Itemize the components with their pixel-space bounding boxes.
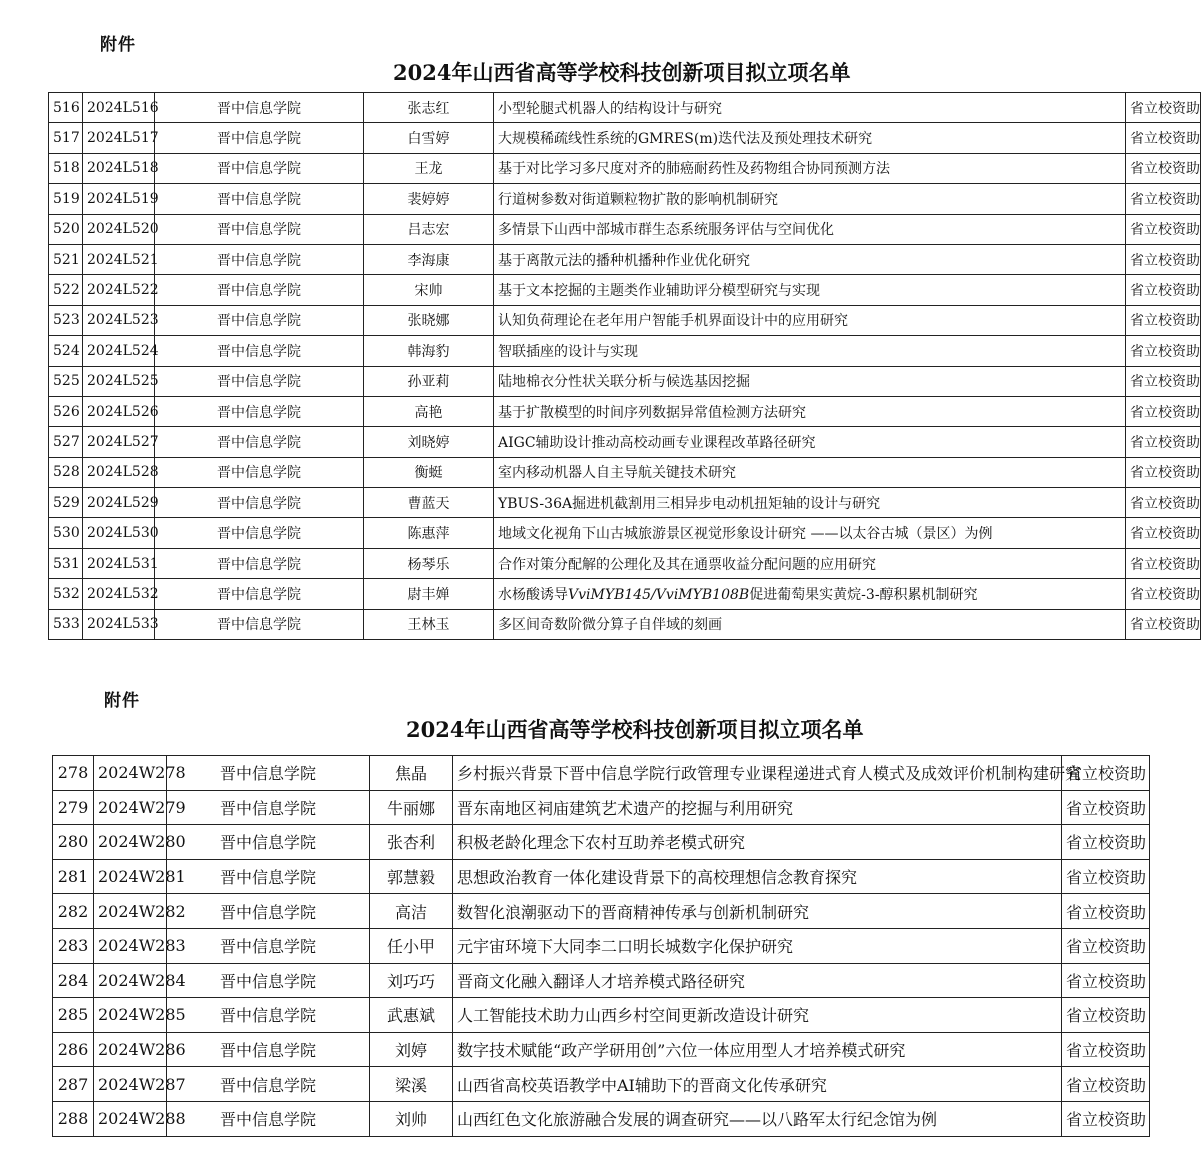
- project-leader: 白雪婷: [364, 123, 494, 153]
- project-title: 基于对比学习多尺度对齐的肺癌耐药性及药物组合协同预测方法: [494, 153, 1126, 183]
- project-code: 2024L526: [83, 396, 155, 426]
- table-row: [49, 214, 1201, 244]
- project-code: 2024L519: [83, 184, 155, 214]
- row-number: 281: [53, 859, 94, 894]
- school-name: 晋中信息学院: [167, 1101, 370, 1136]
- row-number: 522: [49, 275, 83, 305]
- project-leader: 张杏利: [370, 825, 453, 860]
- table-row: [53, 894, 1150, 929]
- table-row: [49, 609, 1201, 639]
- funding-type: 省立校资助: [1126, 184, 1201, 214]
- project-title: 行道树参数对街道颗粒物扩散的影响机制研究: [494, 184, 1126, 214]
- table-row: [53, 756, 1150, 791]
- funding-type: 省立校资助: [1062, 1067, 1150, 1102]
- project-leader: 牛丽娜: [370, 790, 453, 825]
- row-number: 521: [49, 244, 83, 274]
- school-name: 晋中信息学院: [155, 396, 364, 426]
- funding-type: 省立校资助: [1126, 93, 1201, 123]
- school-name: 晋中信息学院: [155, 548, 364, 578]
- school-name: 晋中信息学院: [155, 93, 364, 123]
- school-name: 晋中信息学院: [155, 275, 364, 305]
- project-code: 2024W285: [94, 998, 167, 1033]
- project-leader: 杨琴乐: [364, 548, 494, 578]
- list-title-2: 2024年山西省高等学校科技创新项目拟立项名单: [406, 717, 864, 742]
- project-title: 基于离散元法的播种机播种作业优化研究: [494, 244, 1126, 274]
- project-code: 2024L518: [83, 153, 155, 183]
- funding-type: 省立校资助: [1126, 153, 1201, 183]
- project-code: 2024L531: [83, 548, 155, 578]
- table-row: [53, 1101, 1150, 1136]
- funding-type: 省立校资助: [1126, 518, 1201, 548]
- project-title: 山西红色文化旅游融合发展的调查研究——以八路军太行纪念馆为例: [453, 1101, 1062, 1136]
- project-leader: 衡蜓: [364, 457, 494, 487]
- project-code: 2024W287: [94, 1067, 167, 1102]
- project-leader: 张晓娜: [364, 305, 494, 335]
- funding-type: 省立校资助: [1062, 1101, 1150, 1136]
- row-number: 525: [49, 366, 83, 396]
- row-number: 283: [53, 928, 94, 963]
- project-title: 基于文本挖掘的主题类作业辅助评分模型研究与实现: [494, 275, 1126, 305]
- project-leader: 刘晓婷: [364, 427, 494, 457]
- project-table-1: [48, 92, 1201, 640]
- project-leader: 梁溪: [370, 1067, 453, 1102]
- table-row: [49, 427, 1201, 457]
- project-title: 乡村振兴背景下晋中信息学院行政管理专业课程递进式育人模式及成效评价机制构建研究: [453, 756, 1062, 791]
- project-code: 2024W278: [94, 756, 167, 791]
- project-code: 2024W281: [94, 859, 167, 894]
- row-number: 526: [49, 396, 83, 426]
- row-number: 282: [53, 894, 94, 929]
- project-leader: 陈惠萍: [364, 518, 494, 548]
- table-row: [53, 998, 1150, 1033]
- funding-type: 省立校资助: [1126, 244, 1201, 274]
- table-row: [53, 859, 1150, 894]
- row-number: 278: [53, 756, 94, 791]
- row-number: 527: [49, 427, 83, 457]
- funding-type: 省立校资助: [1126, 336, 1201, 366]
- attachment-label-2: 附件: [104, 691, 140, 711]
- funding-type: 省立校资助: [1062, 928, 1150, 963]
- project-leader: 孙亚莉: [364, 366, 494, 396]
- table-row: [49, 518, 1201, 548]
- table-row: [49, 153, 1201, 183]
- school-name: 晋中信息学院: [155, 244, 364, 274]
- project-code: 2024L522: [83, 275, 155, 305]
- school-name: 晋中信息学院: [155, 153, 364, 183]
- table-row: [49, 488, 1201, 518]
- funding-type: 省立校资助: [1126, 548, 1201, 578]
- project-code: 2024L533: [83, 609, 155, 639]
- school-name: 晋中信息学院: [155, 457, 364, 487]
- row-number: 516: [49, 93, 83, 123]
- funding-type: 省立校资助: [1126, 609, 1201, 639]
- project-code: 2024W283: [94, 928, 167, 963]
- project-code: 2024L521: [83, 244, 155, 274]
- funding-type: 省立校资助: [1126, 396, 1201, 426]
- school-name: 晋中信息学院: [155, 336, 364, 366]
- project-title: 智联插座的设计与实现: [494, 336, 1126, 366]
- project-code: 2024W280: [94, 825, 167, 860]
- project-code: 2024W279: [94, 790, 167, 825]
- school-name: 晋中信息学院: [167, 928, 370, 963]
- table-row: [49, 93, 1201, 123]
- row-number: 531: [49, 548, 83, 578]
- funding-type: 省立校资助: [1126, 305, 1201, 335]
- row-number: 285: [53, 998, 94, 1033]
- school-name: 晋中信息学院: [155, 214, 364, 244]
- table-row: [53, 963, 1150, 998]
- project-code: 2024L516: [83, 93, 155, 123]
- school-name: 晋中信息学院: [167, 1032, 370, 1067]
- project-code: 2024L529: [83, 488, 155, 518]
- row-number: 524: [49, 336, 83, 366]
- table-row: [49, 336, 1201, 366]
- project-code: 2024W284: [94, 963, 167, 998]
- table-row: [49, 305, 1201, 335]
- project-leader: 吕志宏: [364, 214, 494, 244]
- table-row: [49, 548, 1201, 578]
- funding-type: 省立校资助: [1062, 963, 1150, 998]
- project-title: 数智化浪潮驱动下的晋商精神传承与创新机制研究: [453, 894, 1062, 929]
- table-row: [53, 825, 1150, 860]
- project-leader: 李海康: [364, 244, 494, 274]
- funding-type: 省立校资助: [1062, 1032, 1150, 1067]
- school-name: 晋中信息学院: [155, 488, 364, 518]
- table-row: [49, 184, 1201, 214]
- gene-name: VviMYB145/VviMYB108B: [568, 586, 750, 603]
- school-name: 晋中信息学院: [167, 894, 370, 929]
- project-leader: 武惠斌: [370, 998, 453, 1033]
- project-code: 2024W286: [94, 1032, 167, 1067]
- project-leader: 郭慧毅: [370, 859, 453, 894]
- school-name: 晋中信息学院: [155, 579, 364, 609]
- project-title-suffix: 促进葡萄果实黄烷-3-醇积累机制研究: [749, 586, 978, 603]
- funding-type: 省立校资助: [1062, 998, 1150, 1033]
- school-name: 晋中信息学院: [167, 825, 370, 860]
- funding-type: 省立校资助: [1126, 123, 1201, 153]
- row-number: 518: [49, 153, 83, 183]
- funding-type: 省立校资助: [1126, 214, 1201, 244]
- project-leader: 王龙: [364, 153, 494, 183]
- funding-type: 省立校资助: [1062, 894, 1150, 929]
- project-title: 陆地棉衣分性状关联分析与候选基因挖掘: [494, 366, 1126, 396]
- funding-type: 省立校资助: [1062, 859, 1150, 894]
- school-name: 晋中信息学院: [167, 790, 370, 825]
- project-title: AIGC辅助设计推动高校动画专业课程改革路径研究: [494, 427, 1126, 457]
- row-number: 523: [49, 305, 83, 335]
- project-leader: 张志红: [364, 93, 494, 123]
- project-title: 多区间奇数阶微分算子自伴域的刻画: [494, 609, 1126, 639]
- row-number: 284: [53, 963, 94, 998]
- project-code: 2024L520: [83, 214, 155, 244]
- table-row: [49, 275, 1201, 305]
- project-title: 山西省高校英语教学中AI辅助下的晋商文化传承研究: [453, 1067, 1062, 1102]
- row-number: 533: [49, 609, 83, 639]
- funding-type: 省立校资助: [1062, 825, 1150, 860]
- project-code: 2024L523: [83, 305, 155, 335]
- funding-type: 省立校资助: [1126, 275, 1201, 305]
- project-code: 2024L528: [83, 457, 155, 487]
- row-number: 519: [49, 184, 83, 214]
- table-row: [49, 244, 1201, 274]
- funding-type: 省立校资助: [1126, 366, 1201, 396]
- project-title: 数字技术赋能“政产学研用创”六位一体应用型人才培养模式研究: [453, 1032, 1062, 1067]
- project-leader: 曹蓝天: [364, 488, 494, 518]
- table-row: [53, 928, 1150, 963]
- project-title: 大规模稀疏线性系统的GMRES(m)迭代法及预处理技术研究: [494, 123, 1126, 153]
- row-number: 520: [49, 214, 83, 244]
- project-code: 2024L525: [83, 366, 155, 396]
- project-leader: 尉丰婵: [364, 579, 494, 609]
- project-leader: 任小甲: [370, 928, 453, 963]
- project-leader: 韩海豹: [364, 336, 494, 366]
- project-leader: 刘婷: [370, 1032, 453, 1067]
- row-number: 286: [53, 1032, 94, 1067]
- project-title: 基于扩散模型的时间序列数据异常值检测方法研究: [494, 396, 1126, 426]
- project-title: 晋商文化融入翻译人才培养模式路径研究: [453, 963, 1062, 998]
- school-name: 晋中信息学院: [167, 859, 370, 894]
- project-leader: 刘帅: [370, 1101, 453, 1136]
- school-name: 晋中信息学院: [155, 609, 364, 639]
- school-name: 晋中信息学院: [167, 1067, 370, 1102]
- school-name: 晋中信息学院: [155, 518, 364, 548]
- project-title: YBUS-36A掘进机截割用三相异步电动机扭矩轴的设计与研究: [494, 488, 1126, 518]
- funding-type: 省立校资助: [1062, 756, 1150, 791]
- project-title: 认知负荷理论在老年用户智能手机界面设计中的应用研究: [494, 305, 1126, 335]
- row-number: 532: [49, 579, 83, 609]
- project-leader: 焦晶: [370, 756, 453, 791]
- school-name: 晋中信息学院: [155, 366, 364, 396]
- project-leader: 刘巧巧: [370, 963, 453, 998]
- table-row: [53, 790, 1150, 825]
- table-row: [53, 1067, 1150, 1102]
- project-title: 多情景下山西中部城市群生态系统服务评估与空间优化: [494, 214, 1126, 244]
- school-name: 晋中信息学院: [167, 963, 370, 998]
- project-code: 2024W282: [94, 894, 167, 929]
- row-number: 288: [53, 1101, 94, 1136]
- project-code: 2024L532: [83, 579, 155, 609]
- table-row: [49, 579, 1201, 609]
- project-title: 人工智能技术助力山西乡村空间更新改造设计研究: [453, 998, 1062, 1033]
- row-number: 279: [53, 790, 94, 825]
- project-title-prefix: 水杨酸诱导: [498, 586, 568, 603]
- table-row: [53, 1032, 1150, 1067]
- school-name: 晋中信息学院: [155, 305, 364, 335]
- project-code: 2024L517: [83, 123, 155, 153]
- project-code: 2024L524: [83, 336, 155, 366]
- table-row: [49, 366, 1201, 396]
- school-name: 晋中信息学院: [155, 123, 364, 153]
- table-row: [49, 457, 1201, 487]
- row-number: 528: [49, 457, 83, 487]
- project-leader: 王林玉: [364, 609, 494, 639]
- project-title: 思想政治教育一体化建设背景下的高校理想信念教育探究: [453, 859, 1062, 894]
- funding-type: 省立校资助: [1126, 427, 1201, 457]
- list-title-1: 2024年山西省高等学校科技创新项目拟立项名单: [393, 60, 851, 85]
- table-row: [49, 396, 1201, 426]
- row-number: 517: [49, 123, 83, 153]
- project-title: 积极老龄化理念下农村互助养老模式研究: [453, 825, 1062, 860]
- project-title: 室内移动机器人自主导航关键技术研究: [494, 457, 1126, 487]
- table-row: [49, 123, 1201, 153]
- project-leader: 裴婷婷: [364, 184, 494, 214]
- row-number: 287: [53, 1067, 94, 1102]
- row-number: 280: [53, 825, 94, 860]
- funding-type: 省立校资助: [1126, 457, 1201, 487]
- project-title: [494, 579, 1126, 609]
- project-table-2: [52, 755, 1150, 1137]
- school-name: 晋中信息学院: [167, 756, 370, 791]
- project-code: 2024W288: [94, 1101, 167, 1136]
- project-code: 2024L527: [83, 427, 155, 457]
- school-name: 晋中信息学院: [155, 184, 364, 214]
- project-title: 元宇宙环境下大同李二口明长城数字化保护研究: [453, 928, 1062, 963]
- school-name: 晋中信息学院: [155, 427, 364, 457]
- funding-type: 省立校资助: [1062, 790, 1150, 825]
- attachment-label-1: 附件: [100, 35, 136, 55]
- funding-type: 省立校资助: [1126, 488, 1201, 518]
- funding-type: 省立校资助: [1126, 579, 1201, 609]
- school-name: 晋中信息学院: [167, 998, 370, 1033]
- row-number: 530: [49, 518, 83, 548]
- project-leader: 宋帅: [364, 275, 494, 305]
- row-number: 529: [49, 488, 83, 518]
- project-title: 小型轮腿式机器人的结构设计与研究: [494, 93, 1126, 123]
- project-title: 合作对策分配解的公理化及其在通票收益分配问题的应用研究: [494, 548, 1126, 578]
- project-title: 晋东南地区祠庙建筑艺术遗产的挖掘与利用研究: [453, 790, 1062, 825]
- project-leader: 高洁: [370, 894, 453, 929]
- project-code: 2024L530: [83, 518, 155, 548]
- project-leader: 高艳: [364, 396, 494, 426]
- project-title: 地域文化视角下山古城旅游景区视觉形象设计研究 ——以太谷古城（景区）为例: [494, 518, 1126, 548]
